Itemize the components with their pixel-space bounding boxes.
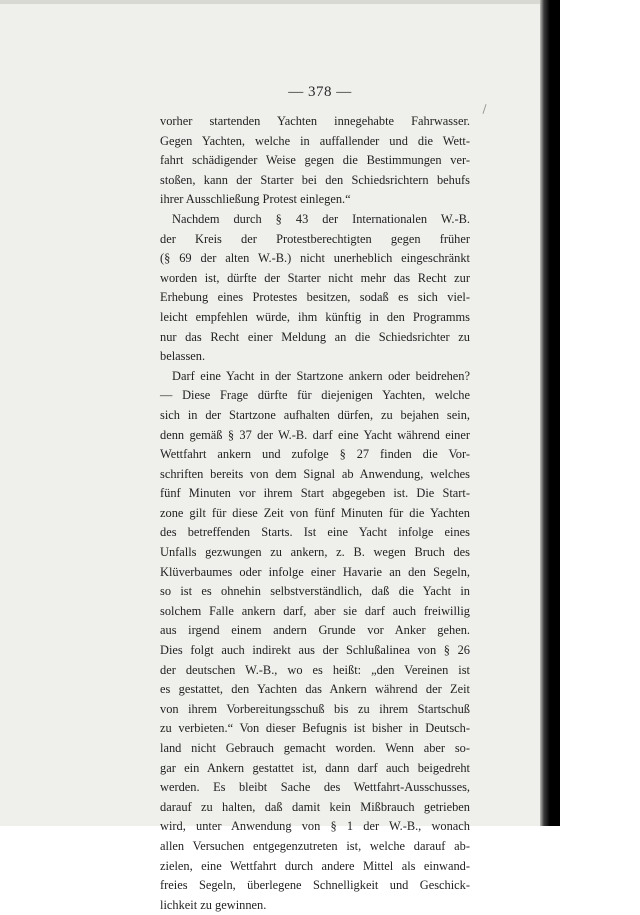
text-line: Klüverbaumes oder infolge einer Havarie an den Segeln,	[160, 564, 470, 579]
text-line: sich in der Startzone aufhalten dürfen, zu bejahen sein,	[160, 407, 470, 422]
text-line: allen Versuchen entgegenzutreten ist, welche darauf ab-	[160, 838, 470, 853]
margin-mark	[482, 104, 486, 114]
text-line: aus irgend einem andern Grunde vor Anker gehen.	[160, 623, 470, 638]
text-line: zielen, eine Wettfahrt durch andere Mittel als einwand-	[160, 858, 470, 873]
text-line: Wettfahrt ankern und zufolge § 27 finden die Vor-	[160, 447, 470, 462]
text-line: stoßen, kann der Starter bei den Schiedsrichtern behufs	[160, 172, 470, 187]
text-line: leicht empfehlen würde, ihm künftig in den Programms	[160, 309, 470, 324]
text-line: der Kreis der Protestberechtigten gegen früher	[160, 231, 470, 246]
text-line: belassen.	[160, 349, 206, 364]
text-line: lichkeit zu gewinnen.	[160, 897, 267, 912]
text-line: gar ein Ankern gestattet ist, dann darf auch beigedreht	[160, 760, 470, 775]
text-line: Darf eine Yacht in der Startzone ankern oder beidrehen?	[172, 368, 470, 383]
text-line: Erhebung eines Protestes besitzen, sodaß es sich viel-	[160, 290, 470, 305]
text-line: zu verbieten.“ Von dieser Befugnis ist bisher in Deutsch-	[160, 721, 470, 736]
text-line: der deutschen W.-B., wo es heißt: „den Vereinen ist	[160, 662, 470, 677]
text-line: vorher startenden Yachten innegehabte Fahrwasser.	[160, 114, 470, 128]
text-line: worden ist, dürfte der Starter nicht mehr das Recht zur	[160, 270, 470, 285]
text-line: darauf zu halten, daß damit kein Mißbrauch getrieben	[160, 799, 470, 814]
text-line: Dies folgt auch indirekt aus der Schlußalinea von § 26	[160, 643, 470, 658]
text-line: Nachdem durch § 43 der Internationalen W.-B.	[172, 211, 470, 226]
text-line: fünf Minuten vor ihrem Start abgegeben ist. Die Start-	[160, 486, 470, 501]
text-line: freies Segeln, überlegene Schnelligkeit und Geschick-	[160, 878, 470, 893]
paragraph	[160, 210, 470, 367]
text-line: nur das Recht einer Meldung an die Schiedsrichter zu	[160, 329, 470, 344]
book-binding-edge	[540, 0, 560, 826]
text-line: so ist es ohnehin selbstverständlich, daß die Yacht in	[160, 584, 470, 599]
text-line: Unfalls gezwungen zu ankern, z. B. wegen Bruch des	[160, 545, 470, 560]
text-line: fahrt schädigender Weise gegen die Bestimmungen ver-	[160, 153, 470, 168]
text-line: denn gemäß § 37 der W.-B. darf eine Yacht während einer	[160, 427, 470, 442]
text-line: (§ 69 der alten W.-B.) nicht unerheblich eingeschränkt	[160, 251, 470, 266]
text-line: land nicht Gebrauch gemacht worden. Wenn aber so-	[160, 741, 470, 755]
text-line: des betreffenden Starts. Ist eine Yacht infolge eines	[160, 525, 470, 540]
page-number: — 378 —	[288, 84, 352, 100]
text-line: Gegen Yachten, welche in auffallender und die Wett-	[160, 133, 470, 148]
text-line: ihrer Ausschließung Protest einlegen.“	[160, 192, 351, 207]
text-line: zone gilt für diese Zeit von fünf Minuten für die Yachten	[160, 505, 470, 520]
text-line: es gestattet, den Yachten das Ankern während der Zeit	[160, 682, 470, 697]
paragraph	[160, 367, 470, 915]
page-top-edge	[0, 0, 560, 4]
text-line: schriften bereits von dem Signal ab Anwendung, welches	[160, 466, 470, 481]
text-line: von ihrem Vorbereitungsschuß bis zu ihrem Startschuß	[160, 701, 470, 716]
text-line: werden. Es bleibt Sache des Wettfahrt-Ausschusses,	[160, 780, 470, 795]
text-line: wird, unter Anwendung von § 1 der W.-B., wonach	[160, 819, 470, 834]
paragraph	[160, 112, 470, 210]
text-line: — Diese Frage dürfte für diejenigen Yachten, welche	[160, 388, 470, 403]
text-line: solchem Falle ankern darf, aber sie darf auch freiwillig	[160, 603, 470, 618]
body-text	[160, 112, 470, 915]
